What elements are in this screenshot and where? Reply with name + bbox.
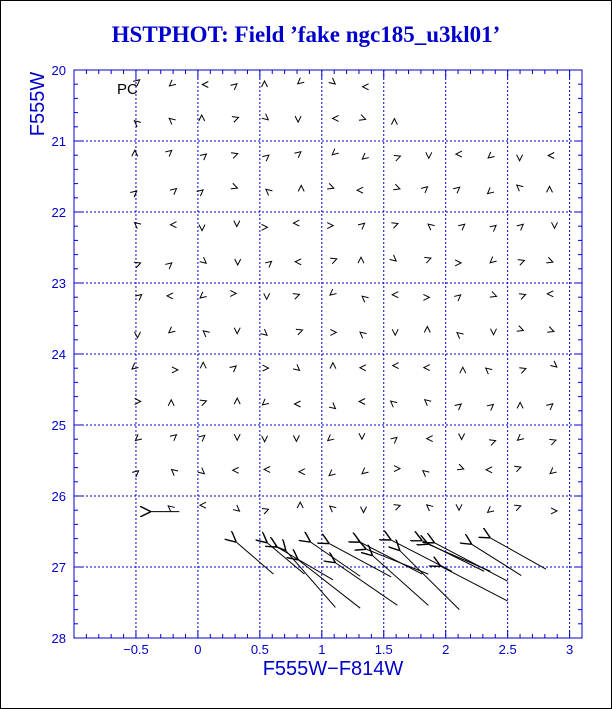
field-mark [329, 78, 337, 86]
field-mark [171, 222, 177, 228]
field-mark [296, 327, 304, 335]
field-mark [486, 506, 494, 514]
field-mark [490, 291, 498, 299]
field-mark [360, 468, 368, 476]
field-mark [167, 293, 173, 299]
field-mark [327, 223, 333, 229]
field-mark [394, 466, 400, 472]
field-mark [392, 292, 398, 298]
y-tick-label: 23 [51, 276, 66, 291]
field-mark [231, 151, 239, 159]
x-tick-label: 0 [194, 642, 202, 657]
field-mark [230, 81, 238, 89]
field-mark [421, 184, 429, 192]
field-mark [514, 503, 522, 511]
field-mark [455, 260, 461, 266]
field-mark [265, 259, 273, 267]
field-mark [361, 507, 367, 513]
field-mark [293, 435, 299, 441]
field-mark [489, 438, 497, 446]
field-mark [262, 436, 268, 442]
field-mark [234, 328, 240, 334]
field-mark [519, 366, 527, 374]
field-mark [295, 259, 301, 265]
field-mark [200, 398, 208, 406]
field-mark [299, 469, 305, 475]
x-tick-label: 1 [318, 642, 326, 657]
field-mark [130, 189, 138, 197]
field-mark [133, 220, 141, 228]
x-axis-ticks [86, 70, 573, 657]
field-mark [515, 183, 523, 191]
field-mark [198, 433, 206, 441]
field-mark [486, 187, 494, 195]
field-mark [134, 260, 142, 268]
field-mark [517, 155, 523, 161]
field-mark [484, 366, 492, 374]
field-mark [455, 330, 463, 338]
field-mark [293, 220, 299, 226]
field-mark [167, 80, 175, 88]
field-mark [297, 502, 303, 508]
field-mark [550, 361, 558, 369]
field-mark [547, 327, 555, 335]
field-mark [262, 224, 268, 230]
field-mark [423, 294, 429, 300]
field-mark [423, 397, 431, 405]
field-mark [170, 432, 178, 440]
y-tick-label: 26 [51, 489, 66, 504]
field-mark [132, 150, 138, 156]
field-mark [201, 328, 209, 336]
field-mark [264, 187, 272, 195]
field-mark [549, 437, 557, 445]
field-mark [167, 327, 175, 335]
vector-arrows [151, 512, 546, 610]
field-mark [333, 115, 339, 121]
field-mark [490, 223, 498, 231]
field-mark [517, 402, 523, 408]
field-mark [391, 221, 399, 229]
field-mark [460, 367, 466, 373]
field-mark [391, 119, 397, 125]
vector-arrow [329, 544, 391, 577]
field-mark [358, 330, 366, 338]
field-mark [458, 222, 466, 230]
y-tick-label: 22 [51, 205, 66, 220]
field-mark [487, 402, 495, 410]
field-mark [170, 467, 178, 475]
field-mark [359, 399, 365, 405]
field-mark [200, 502, 206, 508]
field-mark [424, 255, 432, 263]
field-mark [546, 401, 554, 409]
field-mark [392, 329, 398, 335]
field-mark [390, 255, 398, 263]
field-mark [264, 293, 270, 299]
field-mark [261, 329, 269, 337]
field-mark [548, 153, 554, 159]
field-mark [517, 326, 525, 334]
vector-arrow [267, 543, 304, 574]
field-mark [359, 115, 367, 123]
field-mark [514, 464, 522, 472]
field-mark [424, 327, 430, 333]
x-tick-label: 0.5 [250, 642, 269, 657]
x-tick-label: 1.5 [374, 642, 393, 657]
x-tick-label: 3 [565, 642, 574, 657]
field-mark [262, 114, 270, 122]
field-mark [327, 469, 335, 477]
field-mark [234, 434, 240, 440]
field-mark [165, 261, 173, 269]
field-mark [426, 222, 434, 230]
chart-title: HSTPHOT: Field ’fake ngc185_u3kl01’ [111, 22, 501, 47]
field-mark [453, 185, 461, 193]
field-mark [486, 152, 494, 160]
field-mark [295, 401, 301, 407]
field-mark [394, 153, 402, 161]
field-mark [231, 183, 239, 191]
field-mark [165, 148, 173, 156]
field-mark [296, 78, 304, 86]
field-mark [264, 466, 270, 472]
vector-arrow [490, 538, 546, 569]
field-mark [546, 257, 554, 265]
field-mark [135, 332, 141, 338]
field-mark [393, 363, 399, 369]
y-tick-label: 24 [51, 347, 66, 362]
vector-arrow [286, 551, 336, 608]
field-mark [170, 186, 178, 194]
field-mark [394, 503, 402, 511]
field-mark [199, 115, 205, 121]
field-mark [491, 329, 497, 335]
field-mark [488, 257, 496, 265]
field-mark [260, 399, 268, 407]
field-mark [202, 82, 208, 88]
field-mark [172, 367, 178, 373]
vector-arrow [360, 542, 422, 574]
field-mark [327, 183, 335, 191]
field-mark [455, 402, 463, 410]
vector-arrow [472, 544, 522, 575]
field-mark [427, 436, 433, 442]
field-mark [360, 153, 368, 161]
field-mark [329, 402, 337, 410]
field-mark [262, 153, 270, 161]
field-mark [298, 185, 304, 191]
field-mark [233, 467, 239, 473]
field-mark [426, 152, 432, 158]
field-mark [200, 152, 208, 160]
vector-arrow [441, 566, 508, 601]
field-mark [393, 184, 401, 192]
field-mark [457, 464, 465, 472]
field-mark [360, 294, 368, 302]
field-mark [519, 292, 527, 300]
pc-annotation: PC [117, 81, 138, 98]
y-tick-label: 27 [51, 560, 66, 575]
field-mark [456, 151, 462, 157]
field-mark [330, 149, 338, 157]
field-mark [232, 115, 240, 123]
field-mark [294, 149, 302, 157]
field-mark [459, 434, 465, 440]
field-mark [330, 329, 336, 335]
field-mark [548, 467, 556, 475]
field-mark [328, 504, 336, 512]
field-mark [295, 116, 301, 122]
field-mark [133, 434, 141, 442]
field-mark [262, 506, 270, 514]
x-tick-label: 2 [442, 642, 450, 657]
field-mark [293, 292, 301, 300]
field-mark [421, 468, 429, 476]
field-mark [326, 434, 334, 442]
grid-lines [74, 70, 582, 638]
field-mark [390, 435, 398, 443]
field-mark [167, 116, 175, 124]
field-mark [330, 363, 336, 369]
field-mark [552, 222, 558, 228]
field-mark [130, 363, 138, 371]
field-mark [389, 399, 397, 407]
field-mark [486, 467, 492, 473]
field-mark [328, 289, 336, 297]
field-mark [358, 221, 366, 229]
field-mark [547, 186, 553, 192]
x-tick-label: 2.5 [498, 642, 517, 657]
x-axis-label: F555W−F814W [262, 658, 404, 680]
field-marks [130, 77, 559, 514]
x-tick-label: −0.5 [123, 642, 149, 657]
field-mark [168, 400, 174, 406]
vector-arrow [391, 540, 452, 571]
field-mark [425, 503, 433, 511]
field-mark [454, 293, 462, 301]
field-mark [424, 365, 430, 371]
field-mark [516, 434, 524, 442]
field-mark [200, 257, 208, 265]
field-mark [230, 364, 238, 372]
field-mark [547, 291, 553, 297]
field-mark [456, 504, 462, 510]
field-mark [518, 258, 526, 266]
field-mark [234, 398, 240, 404]
field-mark [263, 365, 269, 371]
field-mark [358, 257, 364, 263]
field-mark [262, 81, 268, 87]
field-mark [234, 221, 240, 227]
field-mark [357, 187, 363, 193]
field-mark [198, 468, 206, 476]
y-axis-label: F555W [27, 71, 49, 137]
field-mark [198, 292, 206, 300]
y-tick-label: 25 [51, 418, 66, 433]
field-mark [132, 118, 140, 126]
field-mark [363, 84, 369, 90]
field-mark [359, 433, 365, 439]
field-mark [235, 259, 241, 265]
field-mark [330, 256, 338, 264]
field-mark [199, 225, 205, 231]
field-mark [230, 290, 236, 296]
field-mark [166, 504, 174, 512]
field-mark [360, 365, 366, 371]
y-tick-label: 28 [51, 631, 66, 646]
y-tick-label: 20 [51, 63, 66, 78]
field-mark [233, 505, 241, 513]
field-mark [551, 508, 557, 514]
field-mark [132, 468, 140, 476]
vector-arrow [236, 542, 273, 574]
field-mark [517, 222, 525, 230]
field-mark [200, 362, 206, 368]
field-mark [293, 364, 301, 372]
y-tick-label: 21 [51, 134, 66, 149]
field-mark [135, 398, 141, 404]
